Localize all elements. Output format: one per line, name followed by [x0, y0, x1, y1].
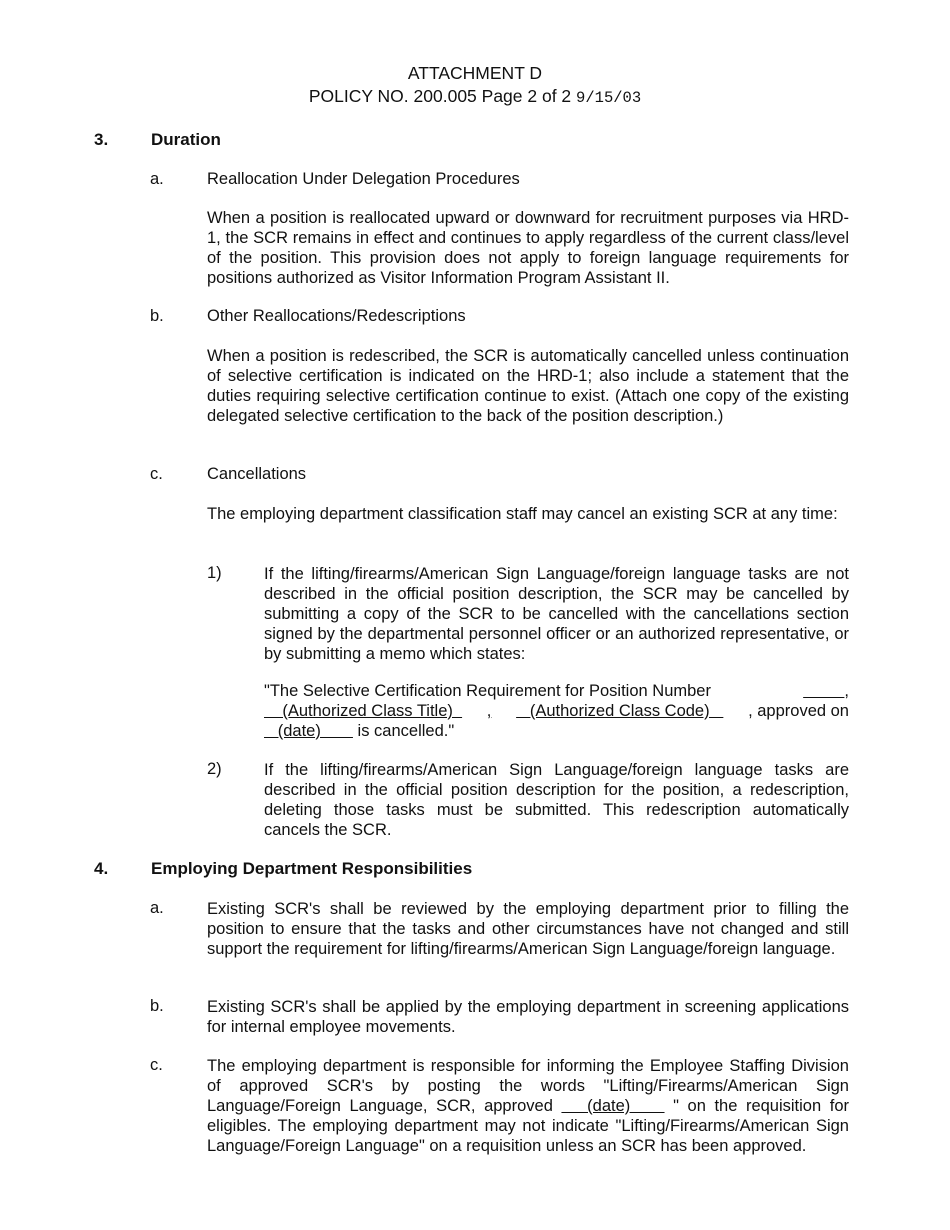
cancellation-memo-quote: [264, 681, 849, 741]
section-4-number: 4.: [94, 859, 109, 878]
authorized-class-title-blank: (Authorized Class Title): [264, 702, 463, 720]
policy-number: POLICY NO. 200.005 Page 2 of 2: [308, 86, 572, 106]
section-4c-text-part-1: The employing department is responsible for informing the Employee Staffing Division of approved SCR's by posting the words "Lifting/Firearms/American Sign Language/Foreign Language, SCR, approved: [207, 1057, 849, 1115]
section-3a-title: Reallocation Under Delegation Procedures: [207, 170, 520, 188]
cancellation-item-1-text: If the lifting/firearms/American Sign Language/foreign language tasks are not described in the official position description, the SCR may be cancelled by submitting a copy of the SCR to be cancelled with the cancellations section signed by the departmental personnel officer or an authorized representative, or by submitting a memo which states:: [264, 565, 849, 663]
section-4a-text: Existing SCR's shall be reviewed by the employing department prior to filling the position to ensure that the tasks and other circumstances have not changed and still support the requirement for lifting/firearms/American Sign Language/foreign language.: [207, 900, 849, 958]
quote-separator: ,: [486, 702, 492, 720]
cancellation-item-2-number: 2): [207, 760, 222, 778]
section-3-number: 3.: [94, 130, 109, 149]
quote-approved-on: , approved on: [748, 702, 849, 720]
quote-line-1-comma: ,: [844, 682, 849, 700]
requisition-date-blank: (date): [561, 1097, 665, 1115]
section-4c-text-part-2: " on the requisition for eligibles. The employing department may not indicate "Lifting/Firearms/American Sign Language/Foreign Language" on a requisition unless an SCR has been approved.: [207, 1097, 849, 1155]
authorized-class-code-blank: (Authorized Class Code): [516, 702, 724, 720]
section-3b-letter: b.: [150, 307, 164, 325]
section-3c-letter: c.: [150, 465, 163, 483]
policy-heading: [0, 86, 950, 107]
cancellation-item-2-text: If the lifting/firearms/American Sign Language/foreign language tasks are described in the official position description for the position, a redescription, deleting those tasks must be submitted. This redescription automatically cancels the SCR.: [264, 761, 849, 839]
section-3a-letter: a.: [150, 170, 164, 188]
attachment-heading: ATTACHMENT D: [407, 63, 543, 83]
section-4b-letter: b.: [150, 997, 164, 1015]
section-3b-title: Other Reallocations/Redescriptions: [207, 307, 466, 325]
section-4b-text: Existing SCR's shall be applied by the employing department in screening applications for internal employee movements.: [207, 998, 849, 1036]
policy-date: 9/15/03: [576, 89, 642, 107]
cancellation-item-1-number: 1): [207, 564, 222, 582]
section-3-title: Duration: [151, 130, 221, 149]
section-4c-letter: c.: [150, 1056, 163, 1074]
section-3c-text: The employing department classification staff may cancel an existing SCR at any time:: [207, 505, 838, 523]
quote-is-cancelled: is cancelled.": [352, 722, 455, 740]
quote-line-1-text: "The Selective Certification Requirement for Position Number: [264, 682, 711, 700]
position-number-blank: [803, 682, 844, 700]
section-3a-text: When a position is reallocated upward or downward for recruitment purposes via HRD-1, the SCR remains in effect and continues to apply regardless of the current class/level of the position. This provision does not apply to foreign language requirements for positions authorized as Visitor Information Program Assistant II.: [207, 209, 849, 287]
section-4a-letter: a.: [150, 899, 164, 917]
date-blank: (date): [264, 722, 353, 740]
section-4-title: Employing Department Responsibilities: [151, 859, 473, 878]
section-3c-title: Cancellations: [207, 465, 307, 483]
section-3b-text: When a position is redescribed, the SCR is automatically cancelled unless continuation of selective certification is indicated on the HRD-1; also include a statement that the duties requiring selective certification continue to exist. (Attach one copy of the existing delegated selective certification to the back of the position description.): [207, 347, 849, 425]
section-4c-text: [207, 1056, 849, 1156]
